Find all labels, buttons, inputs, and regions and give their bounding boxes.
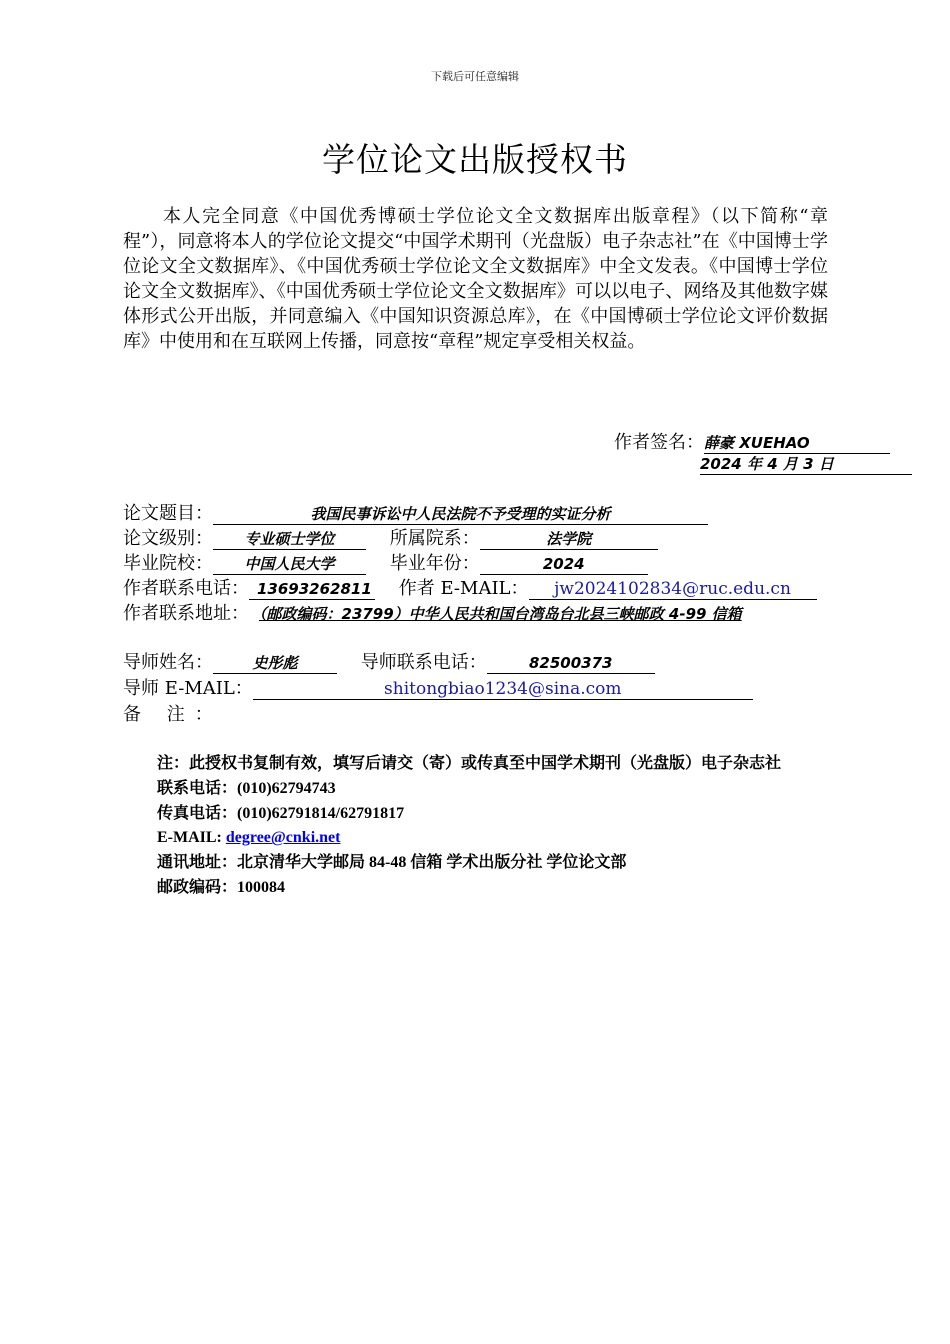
notes-email-label: E-MAIL: — [157, 829, 226, 847]
advisor-label: 导师姓名： — [123, 652, 213, 673]
address-label: 作者联系地址： — [123, 603, 249, 624]
notes-phone: 联系电话：(010)62794743 — [157, 779, 336, 797]
advisor-email-field[interactable]: shitongbiao1234@sina.com — [253, 679, 753, 700]
level-row — [123, 527, 658, 551]
thesis-title-label: 论文题目： — [123, 503, 213, 524]
contact-row — [123, 577, 817, 601]
thesis-title-row — [123, 502, 708, 526]
email-label: 作者 E-MAIL： — [398, 578, 529, 599]
advisor-phone-label: 导师联系电话： — [360, 652, 487, 673]
signature-field[interactable]: 薛豪 XUEHAO — [704, 433, 890, 454]
author-email-field[interactable]: jw2024102834@ruc.edu.cn — [529, 579, 817, 600]
school-label: 毕业院校： — [123, 553, 213, 574]
notes-postcode: 邮政编码：100084 — [157, 878, 286, 896]
advisor-row — [123, 651, 655, 675]
notes-email-link[interactable]: degree@cnki.net — [225, 829, 341, 847]
level-field[interactable]: 专业硕士学位 — [213, 529, 366, 550]
notes-address: 通讯地址：北京清华大学邮局 84-48 信箱 学术出版分社 学位论文部 — [157, 854, 627, 872]
notes-line-1: 注：此授权书复制有效，填写后请交（寄）或传真至中国学术期刊（光盘版）电子杂志社 — [157, 755, 782, 772]
notes-block — [157, 752, 781, 901]
school-field[interactable]: 中国人民大学 — [213, 554, 366, 575]
level-label: 论文级别： — [123, 528, 213, 549]
phone-field[interactable]: 13693262811 — [249, 579, 375, 600]
remarks-label: 备 注： — [123, 704, 223, 725]
document-title: 学位论文出版授权书 — [322, 140, 628, 179]
notes-email-row — [157, 826, 781, 851]
dept-label: 所属院系： — [389, 528, 480, 549]
authorization-statement: 本人完全同意《中国优秀博硕士学位论文全文数据库出版章程》（以下简称“章程”），同意将本人的学位论文提交“中国学术期刊（光盘版）电子杂志社”在《中国博士学位论文全文数据库》、《中国优秀硕士学位论文全文数据库》中全文发表。《中国博士学位论文全文数据库》、《中国优秀硕士学位论文全文数据库》可以以电子、网络及其他数字媒体形式公开出版，并同意编入《中国知识资源总库》，在《中国博硕士学位论文评价数据库》中使用和在互联网上传播，同意按“章程”规定享受相关权益。 — [123, 206, 828, 352]
address-row — [123, 602, 843, 626]
notes-fax: 传真电话：(010)62791814/62791817 — [157, 804, 405, 822]
address-field[interactable]: （邮政编码：23799）中华人民共和国台湾岛台北县三峡邮政 4-99 信箱 — [259, 605, 742, 623]
dept-field[interactable]: 法学院 — [480, 529, 658, 550]
school-row — [123, 552, 648, 576]
year-label: 毕业年份： — [389, 553, 480, 574]
phone-label: 作者联系电话： — [123, 578, 249, 599]
signature-row — [614, 428, 890, 454]
date-row — [700, 454, 912, 475]
thesis-title-field[interactable]: 我国民事诉讼中人民法院不予受理的实证分析 — [213, 504, 708, 525]
advisor-email-row — [123, 677, 753, 701]
advisor-email-label: 导师 E-MAIL： — [123, 678, 253, 699]
signature-date[interactable]: 2024 年 4 月 3 日 — [700, 454, 912, 475]
signature-label: 作者签名： — [614, 432, 704, 453]
advisor-field[interactable]: 史彤彪 — [213, 653, 337, 674]
advisor-phone-field[interactable]: 82500373 — [487, 653, 655, 674]
year-field[interactable]: 2024 — [480, 554, 648, 575]
page-header: 下载后可任意编辑 — [431, 70, 519, 83]
remarks-row — [123, 703, 223, 727]
